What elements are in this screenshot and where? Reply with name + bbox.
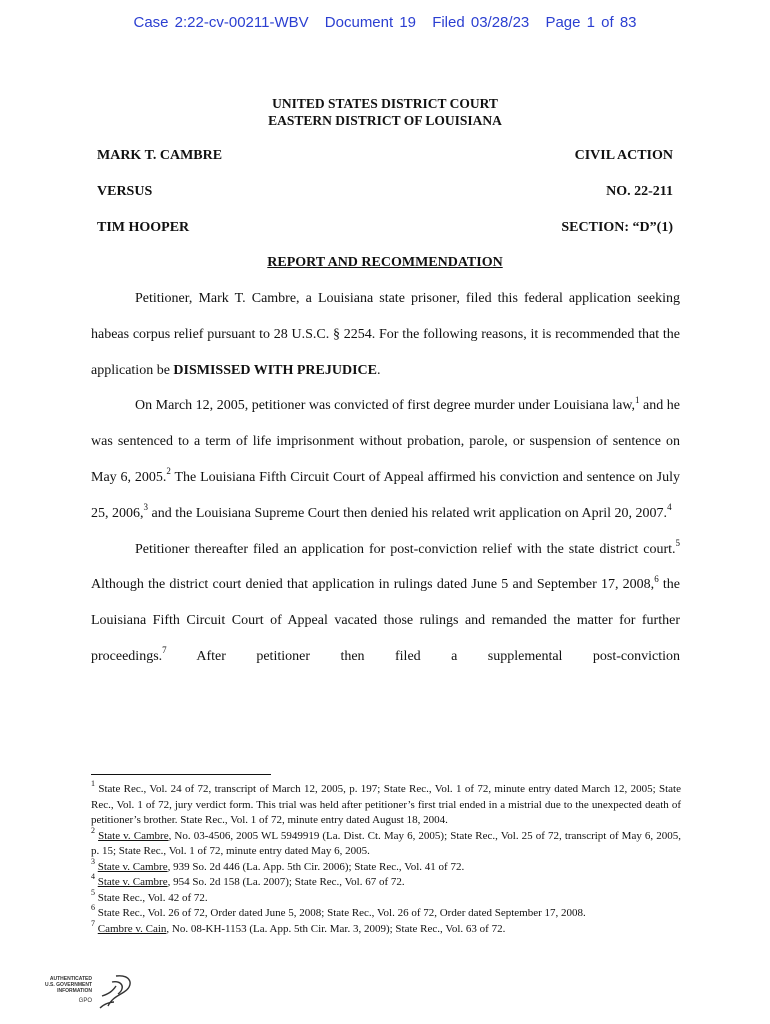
footnote-5: $^5$ State Rec., Vol. 42 of 72. [91,887,208,904]
document-title: REPORT AND RECOMMENDATION [267,255,503,270]
court-district: EASTERN DISTRICT OF LOUISIANA [268,113,502,128]
document-number: Document 19 [324,14,417,31]
page-indicator: Page 1 of 83 [545,14,637,31]
footnotes [91,779,681,937]
case-no: NO. 22-211 [606,184,673,199]
footnote-ref-6: 6 [654,573,659,584]
section-label: SECTION: “D”(1) [561,220,673,235]
versus-label: VERSUS [97,184,153,199]
gpo-authentication-logo [42,972,142,1012]
ecf-header-stamp [0,14,770,31]
paragraph-1: Petitioner, Mark T. Cambre, a Louisiana state prisoner, filed this federal application seeking habeas corpus relief pursuant to 28 U.S.C. § 2254. For the following reasons, it is recommended that the application be DISMISSED WITH PREJUDICE. [91,291,680,378]
logo-line-3: INFORMATION [57,988,92,994]
paragraph-3: Petitioner thereafter filed an application for post-conviction relief with the state district court.$^5$ Although the district court denied that application in rulings dated June 5 and September 17, 2008,$^6$ the Louisiana Fifth Circuit Court of Appeal vacated those rulings and remanded the matter for further proceedings.$^7$ After petitioner then filed a supplemental post-conviction [91,537,681,664]
action-type: CIVIL ACTION [574,148,673,163]
footnote-ref-2: 2 [166,466,171,477]
respondent-name: TIM HOOPER [97,220,190,235]
footnote-ref-5: 5 [675,537,680,548]
court-name: UNITED STATES DISTRICT COURT [272,96,498,111]
footnote-divider [91,774,271,775]
case-number: Case 2:22-cv-00211-WBV [133,14,309,31]
footnote-6: $^6$ State Rec., Vol. 26 of 72, Order dated June 5, 2008; State Rec., Vol. 26 of 72, Order dated September 17, 2008. [91,903,586,919]
paragraph-2: On March 12, 2005, petitioner was convicted of first degree murder under Louisiana law,$^1$ and he was sentenced to a term of life imprisonment without probation, parole, or suspension of sentence on May 6, 2005.$^2$ The Louisiana Fifth Circuit Court of Appeal affirmed his conviction and sentence on July 25, 2006,$^3$ and the Louisiana Supreme Court then denied his related writ application on April 20, 2007.$^4$ [91,394,680,521]
petitioner-name: MARK T. CAMBRE [97,148,223,163]
court-heading [0,95,770,129]
filed-date: Filed 03/28/23 [432,14,530,31]
footnote-2: $^2$ State v. Cambre, No. 03-4506, 2005 WL 5949919 (La. Dist. Ct. May 6, 2005); State Rec., Vol. 25 of 72, transcript of May 6, 2005, p. 15; State Rec., Vol. 1 of 72, minute entry dated May 6, 2005. [91,825,681,857]
logo-gpo: GPO [78,998,92,1004]
footnote-ref-1: 1 [635,394,640,405]
logo-line-1: AUTHENTICATED [49,976,92,982]
footnote-3: $^3$ State v. Cambre, 939 So. 2d 446 (La. App. 5th Cir. 2006); State Rec., Vol. 41 of 72. [91,856,465,873]
footnote-7: $^7$ Cambre v. Cain, No. 08-KH-1153 (La. App. 5th Cir. Mar. 3, 2009); State Rec., Vol. 63 of 72. [91,918,506,935]
footnote-ref-4: 4 [667,502,672,513]
footnote-ref-3: 3 [143,502,148,513]
footnote-4: $^4$ State v. Cambre, 954 So. 2d 158 (La. 2007); State Rec., Vol. 67 of 72. [91,872,405,888]
logo-line-2: U.S. GOVERNMENT [45,982,92,988]
disposition: DISMISSED WITH PREJUDICE [173,362,377,378]
footnote-1: $^1$ State Rec., Vol. 24 of 72, transcript of March 12, 2005, p. 197; State Rec., Vol. 1 of 72, minute entry dated March 12, 2005; State Rec., Vol. 1 of 72, jury verdict form. This trial was held after petitioner’s first trial ended in a mistrial due to the unexpected death of petitioner’s brother. State Rec., Vol. 1 of 72, minute entry dated August 18, 2004. [91,779,681,826]
footnote-ref-7: 7 [162,645,167,656]
body-text [91,281,680,675]
eagle-icon [100,976,130,1008]
